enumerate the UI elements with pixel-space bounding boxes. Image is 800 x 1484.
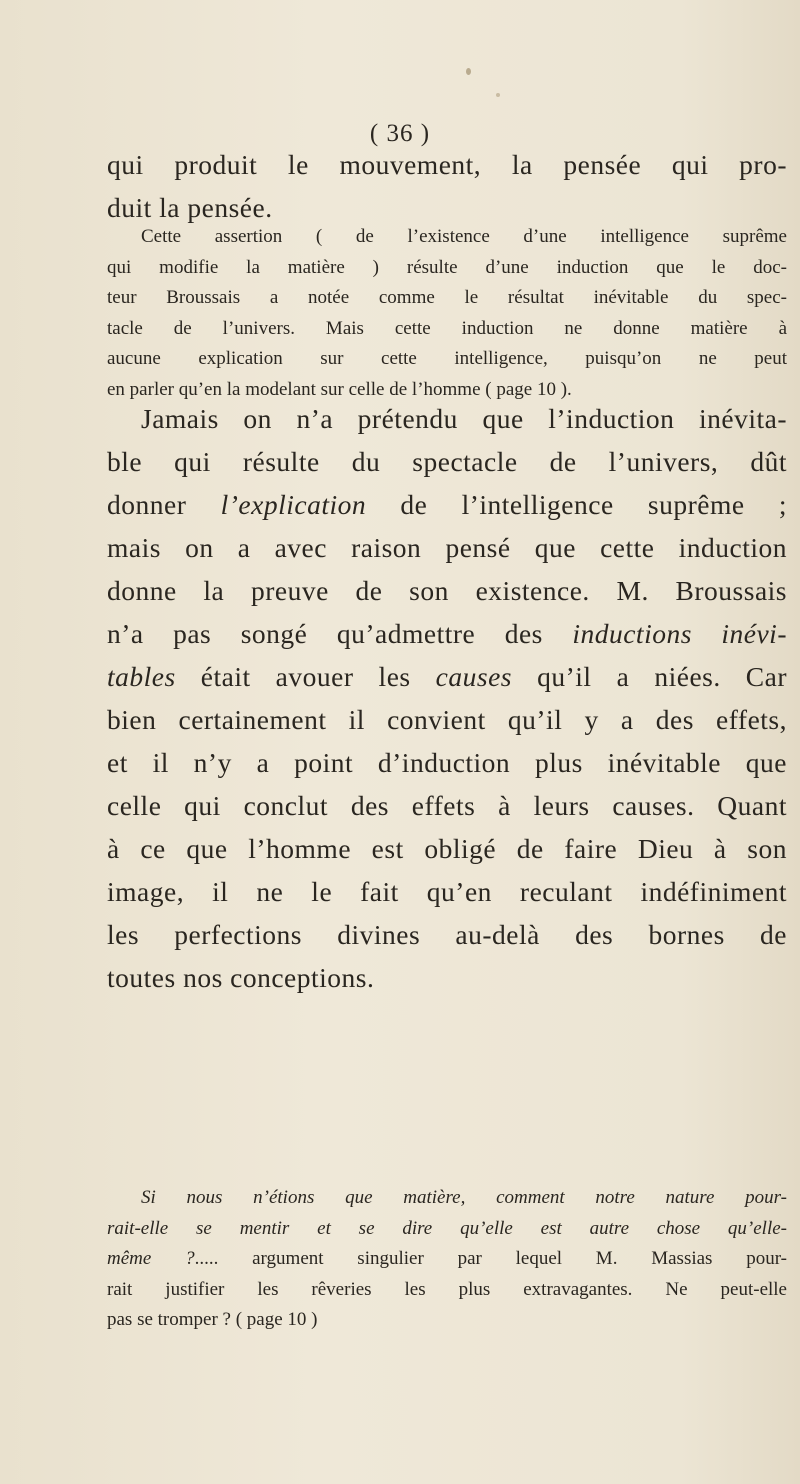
quoted-passage-italic	[107, 1183, 787, 1336]
text-line	[107, 483, 787, 526]
text-run: qui produit le mouvement, la pensée qui pro-	[107, 149, 787, 180]
paragraph-opening	[107, 143, 787, 229]
italic-text: Si nous n’étions que matière, comment notre nature pour-	[141, 1187, 787, 1208]
text-line	[107, 569, 787, 612]
text-run: donne la preuve de son existence. M. Broussais	[107, 575, 787, 606]
text-run: Jamais on n’a prétendu que l’induction inévita-	[141, 403, 787, 434]
text-line	[107, 283, 787, 314]
text-line	[107, 344, 787, 375]
text-line	[107, 1244, 787, 1275]
text-run: tacle de l’univers. Mais cette induction ne donne matière à	[107, 317, 787, 339]
quoted-passage	[107, 222, 787, 405]
text-run: Cette assertion ( de l’existence d’une intelligence suprême	[141, 226, 787, 247]
text-run: aucune explication sur cette intelligence, puisqu’on ne peut	[107, 348, 787, 369]
text-run: pas se tromper ? ( page 10 )	[107, 1309, 318, 1330]
text-line	[107, 784, 787, 827]
text-line	[107, 827, 787, 870]
text-run: était avouer les	[175, 661, 436, 692]
text-line	[107, 1214, 787, 1245]
text-line	[107, 526, 787, 569]
text-run: ble qui résulte du spectacle de l’univers, dût	[107, 446, 787, 477]
text-line	[107, 440, 787, 483]
text-run: teur Broussais a notée comme le résultat inévitable du spec-	[107, 287, 787, 308]
text-run: celle qui conclut des effets à leurs causes. Quant	[107, 790, 787, 821]
italic-text: rait-elle se mentir et se dire qu’elle est autre chose qu’elle-	[107, 1217, 787, 1239]
text-run: en parler qu’en la modelant sur celle de l’homme ( page 10 ).	[107, 378, 572, 400]
text-line	[107, 253, 787, 284]
text-run: qu’il a niées. Car	[512, 661, 787, 692]
italic-text: tables	[107, 661, 176, 692]
text-line	[107, 314, 787, 345]
text-run: donner	[107, 489, 221, 520]
paragraph-response	[107, 397, 787, 999]
text-line	[107, 1183, 787, 1214]
text-line	[107, 222, 787, 253]
text-line	[107, 956, 787, 999]
text-run: ..... argument singulier par lequel M. Massias pour-	[194, 1248, 787, 1269]
text-run: bien certainement il convient qu’il y a des effets,	[107, 704, 787, 735]
text-line	[107, 1305, 787, 1336]
text-run: et il n’y a point d’induction plus inévitable que	[107, 747, 787, 778]
text-run: les perfections divines au-delà des bornes de	[107, 919, 787, 950]
text-line	[107, 397, 787, 440]
text-line	[107, 143, 787, 186]
text-line	[107, 870, 787, 913]
ink-spot	[496, 93, 500, 97]
text-run: rait justifier les rêveries les plus extravagantes. Ne peut-elle	[107, 1278, 787, 1300]
italic-text: causes	[435, 661, 512, 692]
text-run: mais on a avec raison pensé que cette induction	[107, 532, 787, 563]
italic-text: inductions inévi-	[572, 618, 787, 649]
text-line	[107, 655, 787, 698]
text-line	[107, 698, 787, 741]
text-line	[107, 741, 787, 784]
page-number: ( 36 )	[369, 120, 431, 147]
text-line	[107, 1275, 787, 1306]
italic-text: même ?	[107, 1248, 195, 1269]
text-run: qui modifie la matière ) résulte d’une induction que le doc-	[107, 256, 787, 278]
text-run: n’a pas songé qu’admettre des	[107, 618, 573, 649]
ink-spot	[466, 68, 471, 75]
italic-text: l’explication	[220, 489, 367, 520]
text-line	[107, 612, 787, 655]
text-run: de l’intelligence suprême ;	[366, 489, 787, 520]
text-run: toutes nos conceptions.	[107, 962, 375, 993]
text-line	[107, 913, 787, 956]
text-run: image, il ne le fait qu’en reculant indéfiniment	[107, 876, 787, 907]
text-run: à ce que l’homme est obligé de faire Dieu à son	[107, 833, 787, 864]
text-run: duit la pensée.	[107, 192, 273, 223]
